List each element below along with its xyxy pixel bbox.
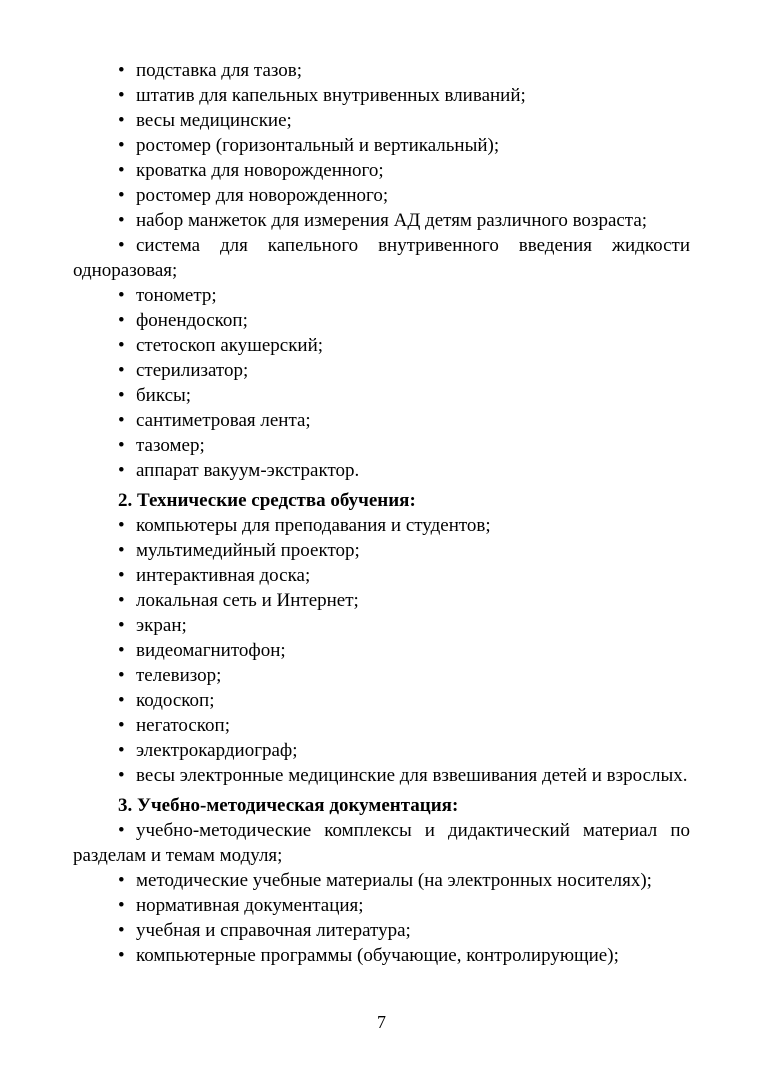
list-item-text: стерилизатор; <box>136 360 249 381</box>
list-item <box>73 458 690 483</box>
bullet-icon: • <box>118 410 125 431</box>
bullet-icon: • <box>118 360 125 381</box>
list-item <box>73 688 690 713</box>
list-item-text: учебная и справочная литература; <box>136 920 411 941</box>
list-item <box>73 408 690 433</box>
list-item <box>73 713 690 738</box>
bullet-icon: • <box>118 820 125 841</box>
bullet-icon: • <box>118 665 125 686</box>
list-item-text: тазомер; <box>136 435 205 456</box>
list-item-text: локальная сеть и Интернет; <box>136 590 359 611</box>
bullet-icon: • <box>118 85 125 106</box>
bullet-icon: • <box>118 740 125 761</box>
list-item-text: учебно-методические комплексы и дидактический материал по разделам и темам модуля; <box>73 820 690 866</box>
list-item <box>73 893 690 918</box>
list-item-text: кроватка для новорожденного; <box>136 160 384 181</box>
list-item <box>73 868 690 893</box>
list-item-text: электрокардиограф; <box>136 740 298 761</box>
list-item-text: сантиметровая лента; <box>136 410 311 431</box>
list-item-text: фонендоскоп; <box>136 310 248 331</box>
bullet-icon: • <box>118 870 125 891</box>
list-item <box>73 208 690 233</box>
bullet-icon: • <box>118 210 125 231</box>
list-item <box>73 538 690 563</box>
list-item <box>73 663 690 688</box>
list-item-text: негатоскоп; <box>136 715 231 736</box>
list-item-text: система для капельного внутривенного введения жидкости одноразовая; <box>73 235 690 281</box>
list-item-text: интерактивная доска; <box>136 565 311 586</box>
list-item-text: телевизор; <box>136 665 222 686</box>
list-item-text: подставка для тазов; <box>136 60 303 81</box>
list-item-text: ростомер для новорожденного; <box>136 185 389 206</box>
equipment-list <box>73 58 690 483</box>
list-item-text: компьютерные программы (обучающие, контролирующие); <box>136 945 619 966</box>
list-item <box>73 563 690 588</box>
list-item <box>73 383 690 408</box>
list-item-text: нормативная документация; <box>136 895 364 916</box>
list-item-text: методические учебные материалы (на электронных носителях); <box>136 870 652 891</box>
technical-means-list <box>73 513 690 788</box>
bullet-icon: • <box>118 640 125 661</box>
list-item <box>73 233 690 283</box>
list-item-text: набор манжеток для измерения АД детям различного возраста; <box>136 210 648 231</box>
bullet-icon: • <box>118 540 125 561</box>
list-item <box>73 158 690 183</box>
list-item <box>73 308 690 333</box>
page-number: 7 <box>377 1012 386 1032</box>
bullet-icon: • <box>118 460 125 481</box>
list-item-text: мультимедийный проектор; <box>136 540 360 561</box>
bullet-icon: • <box>118 920 125 941</box>
list-item <box>73 638 690 663</box>
bullet-icon: • <box>118 310 125 331</box>
bullet-icon: • <box>118 60 125 81</box>
list-item-text: экран; <box>136 615 187 636</box>
bullet-icon: • <box>118 895 125 916</box>
list-item <box>73 108 690 133</box>
list-item <box>73 358 690 383</box>
bullet-icon: • <box>118 715 125 736</box>
list-item-text: штатив для капельных внутривенных вливаний; <box>136 85 526 106</box>
bullet-icon: • <box>118 590 125 611</box>
bullet-icon: • <box>118 385 125 406</box>
list-item <box>73 58 690 83</box>
list-item-text: стетоскоп акушерский; <box>136 335 324 356</box>
list-item <box>73 283 690 308</box>
list-item-text: тонометр; <box>136 285 217 306</box>
list-item <box>73 918 690 943</box>
section-heading-documentation: 3. Учебно-методическая документация: <box>118 795 459 816</box>
list-item <box>73 433 690 458</box>
bullet-icon: • <box>118 235 125 256</box>
list-item-text: компьютеры для преподавания и студентов; <box>136 515 491 536</box>
bullet-icon: • <box>118 690 125 711</box>
bullet-icon: • <box>118 945 125 966</box>
section-heading-technical-means: 2. Технические средства обучения: <box>118 490 416 511</box>
bullet-icon: • <box>118 515 125 536</box>
list-item-text: видеомагнитофон; <box>136 640 286 661</box>
list-item <box>73 763 690 788</box>
list-item <box>73 738 690 763</box>
bullet-icon: • <box>118 435 125 456</box>
list-item <box>73 133 690 158</box>
list-item <box>73 513 690 538</box>
list-item-text: весы медицинские; <box>136 110 292 131</box>
bullet-icon: • <box>118 285 125 306</box>
bullet-icon: • <box>118 335 125 356</box>
list-item-text: кодоскоп; <box>136 690 215 711</box>
list-item-text: ростомер (горизонтальный и вертикальный); <box>136 135 500 156</box>
list-item <box>73 183 690 208</box>
list-item <box>73 943 690 968</box>
list-item-text: аппарат вакуум-экстрактор. <box>136 460 360 481</box>
bullet-icon: • <box>118 185 125 206</box>
documentation-list <box>73 818 690 968</box>
bullet-icon: • <box>118 565 125 586</box>
bullet-icon: • <box>118 765 125 786</box>
bullet-icon: • <box>118 135 125 156</box>
list-item-text: весы электронные медицинские для взвешивания детей и взрослых. <box>136 765 688 786</box>
list-item <box>73 83 690 108</box>
page-content <box>73 58 690 968</box>
list-item <box>73 588 690 613</box>
bullet-icon: • <box>118 110 125 131</box>
bullet-icon: • <box>118 160 125 181</box>
list-item-text: биксы; <box>136 385 192 406</box>
list-item <box>73 333 690 358</box>
list-item <box>73 613 690 638</box>
bullet-icon: • <box>118 615 125 636</box>
list-item <box>73 818 690 868</box>
